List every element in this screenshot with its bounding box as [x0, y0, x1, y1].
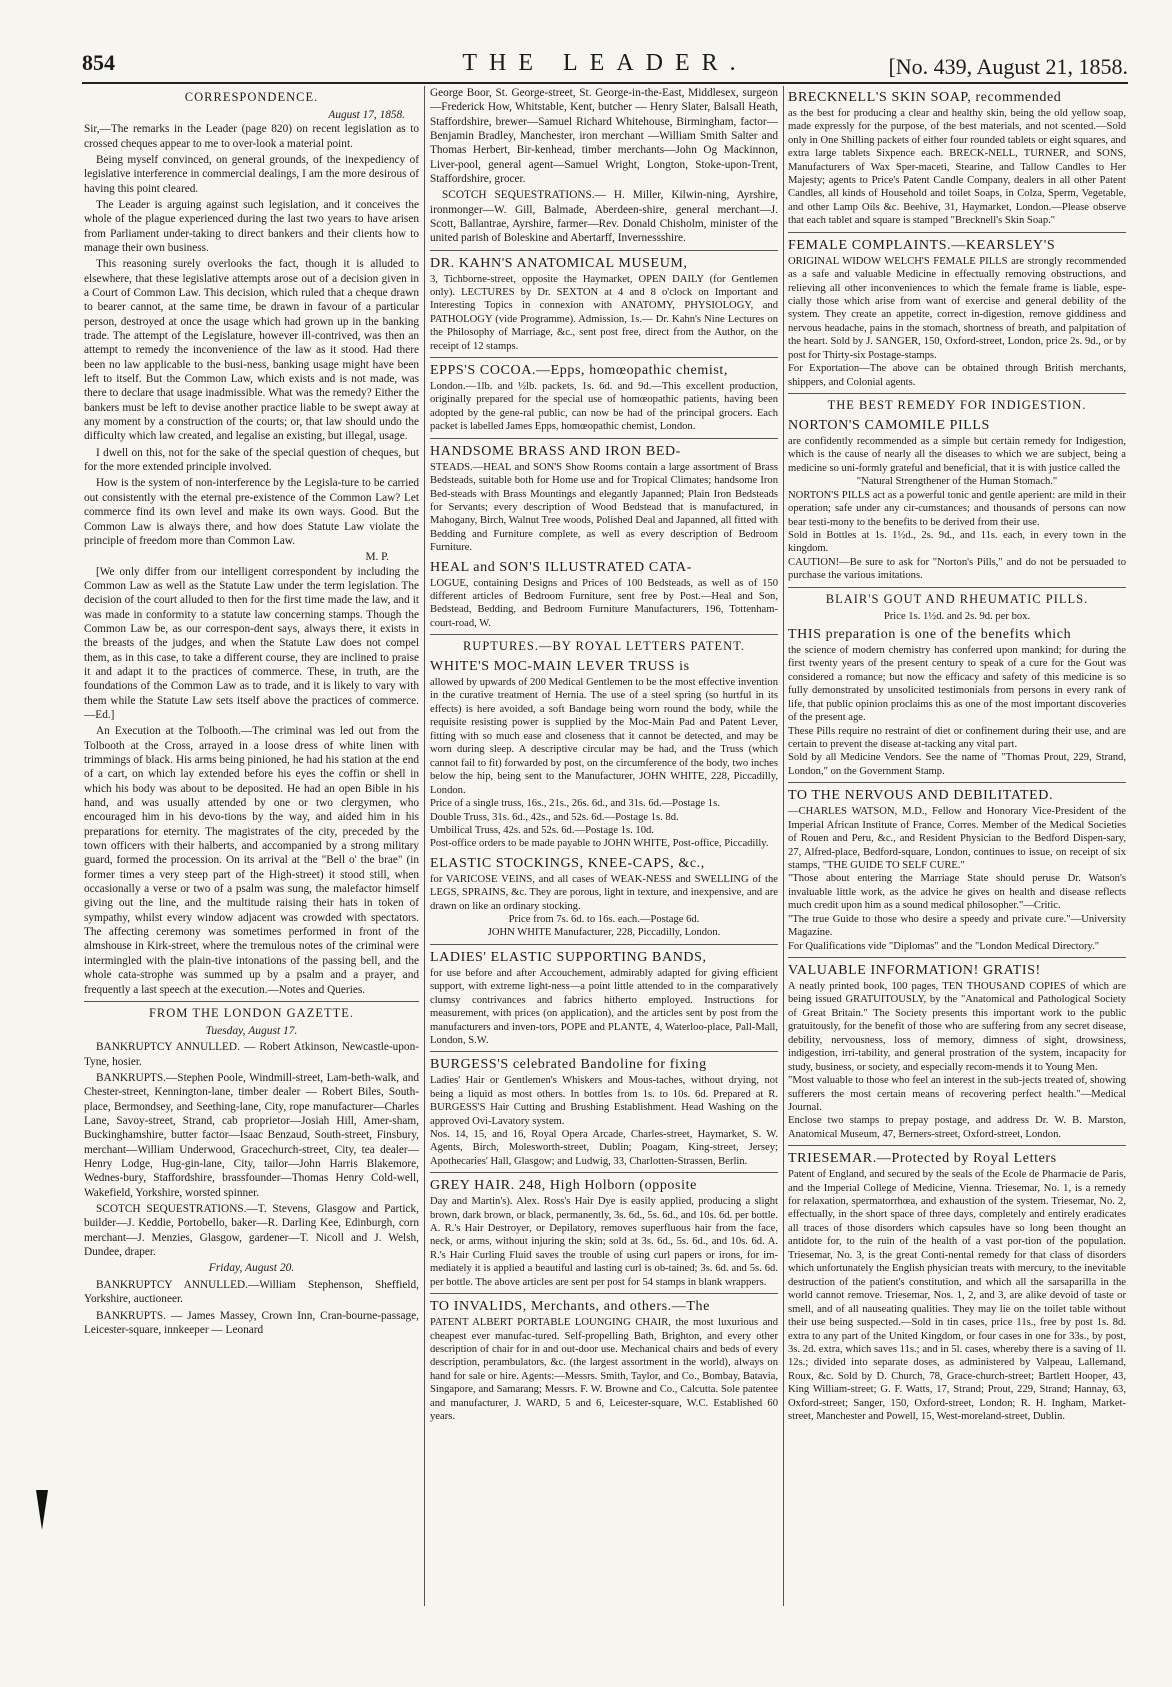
- advert-body: for VARICOSE VEINS, and all cases of WEAK-NESS and SWELLING of the LEGS, SPRAINS, &c. They are porous, light in texture, and inexpensive, and are drawn on like an ordinary stocking.: [430, 873, 778, 912]
- advert-title: TRIESEMAR.—Protected by Royal Letters: [788, 1151, 1057, 1167]
- section-rule: [430, 1051, 778, 1052]
- letter-paragraph: Being myself convinced, on general grounds, of the inexpediency of legislative interference in commercial dealings, I am the more desirous of having this point cleared.: [84, 153, 419, 195]
- advert-norton-pills: [788, 417, 1126, 583]
- advert-note: CAUTION!—Be sure to ask for "Norton's Pills," and do not be persuaded to purchase the various imitations.: [788, 556, 1126, 582]
- issue-date: [No. 439, August 21, 1858.: [888, 54, 1128, 79]
- column-1: [84, 86, 419, 1666]
- masthead-rule: [82, 82, 1128, 84]
- advert-body: These Pills require no restraint of diet or confinement during their use, and are certain to prevent the disease at-tacking any vital part.: [788, 725, 1126, 751]
- advert-body: Ladies' Hair or Gentlemen's Whiskers and Mous-taches, without drying, not being a liquid as most others. In bottles from 1s. to 10s. 6d. Prepared at R. BURGESS'S Hair Cutting and Brushing Establishment. Head Washing on the approved Ovi-Lavatory system.: [430, 1075, 778, 1127]
- section-rule: [84, 1001, 419, 1002]
- advert-body: LOGUE, containing Designs and Prices of 100 Bedsteads, as well as of 150 different articles of Bedroom Furniture, sent free by Post.—Heal and Son, Bedstead, Bedding, and Bedroom Furniture Manufacturers, 196, Tottenham-court-road, W.: [430, 577, 778, 629]
- letter-paragraph: Sir,—The remarks in the Leader (page 820) on recent legislation as to crossed cheques appear to me to over-look a material point.: [84, 123, 419, 150]
- advert-invalids-chair: [430, 1298, 778, 1423]
- advert-note: Sold in Bottles at 1s. 1½d., 2s. 9d., and 11s. each, in every town in the kingdom.: [788, 529, 1126, 555]
- price-line: Price 1s. 1½d. and 2s. 9d. per box.: [883, 610, 1031, 622]
- section-rule: [788, 782, 1126, 783]
- advert-body: PATENT ALBERT PORTABLE LOUNGING CHAIR, the most luxurious and cheapest ever manufac-tured. Self-propelling Bath, Brighton, and every other description of chair for in and out-door use. Mechanical chairs and beds of every description, perambulators, &c. (the largest assortment in the world), always on hand for sale or hire. Agents:—Messrs. Smith, Taylor, and Co., Bombay, Batavia, Singapore, and Samarang; Messrs. F. W. Browne and Co., Calcutta. Sole patentee and manufacturer, J. WARD, 5 and 6, Leicester-square, W.C. Established 60 years.: [430, 1317, 778, 1423]
- advert-female-pills: [788, 237, 1126, 389]
- masthead: [82, 48, 1128, 84]
- advert-quote: "Most valuable to those who feel an interest in the sub-jects treated of, showing sufferers the most certain means of recovering perfect health."—Medical Journal.: [788, 1075, 1126, 1113]
- advert-title: GREY HAIR. 248, High Holborn (opposite: [430, 1178, 697, 1194]
- advert-valuable-information: [788, 962, 1126, 1141]
- gazette-date: Tuesday, August 17.: [205, 1024, 298, 1037]
- address-line: Enclose two stamps to prepay postage, and address Dr. W. B. Marston, Anatomical Museum, 47, Berners-street, Oxford-street, London.: [788, 1115, 1126, 1140]
- advert-title: NORTON'S CAMOMILE PILLS: [788, 418, 990, 434]
- advert-title: HANDSOME BRASS AND IRON BED-: [430, 443, 681, 459]
- advert-title: ELASTIC STOCKINGS, KNEE-CAPS, &c.,: [430, 855, 705, 871]
- price-line: Price of a single truss, 16s., 21s., 26s. 6d., and 31s. 6d.—Postage 1s.: [430, 798, 720, 810]
- gazette-entry: SCOTCH SEQUESTRATIONS.—T. Stevens, Glasgow and Partick, builder—J. Keddie, Portobello, baker—R. Darling Kee, Edinburgh, corn merchant—J. Menzies, Glasgow, gardener—T. Nicoll and J. Welsh, Dundee, draper.: [84, 1203, 419, 1259]
- advert-elastic-stockings: [430, 855, 778, 940]
- letter-paragraph: This reasoning surely overlooks the fact, though it is alluded to elsewhere, that these legislative attempts arose out of a decision given in a Court of Common Law. This decision, which ruled that a cheque drawn to bearer cannot, at the same time, be drawn in favour of a particular person, destroyed at once the usage which had grown up in the banking trade. The attempt of the Legislature, however ill-contrived, was then an attempt to remedy the inconvenience of the law as it stood. Had there been no law applicable to the busi-ness, banking usage might have been left to itself. But the Common Law, which exists and is not made, was there to declare that usage inadmissible. What was the remedy? Either the bankers must be left to devise another practice liable to be swept away at any moment by a construction of the courts; or, that law should undo the difficulty which law created, and legalise an existing, but illegal, usage.: [84, 258, 419, 443]
- address-line: Nos. 14, 15, and 16, Royal Opera Arcade, Charles-street, Haymarket, S. W. Agents, Birch, Molesworth-street, Dublin; Poagam, King-street, Jersey; Apothecaries' Hall, Glasgow; and Ludwig, 33, Charlotten-Strassen, Berlin.: [430, 1128, 778, 1167]
- advert-brass-bedsteads: [430, 443, 778, 555]
- section-rule: [788, 393, 1126, 394]
- price-line: Umbilical Truss, 42s. and 52s. 6d.—Postage 1s. 10d.: [430, 824, 654, 836]
- advert-note: For Qualifications vide "Diplomas" and the "London Medical Directory.": [788, 940, 1100, 952]
- advert-title: WHITE'S MOC-MAIN LEVER TRUSS is: [430, 659, 690, 675]
- advert-body: for use before and after Accouchement, admirably adapted for giving efficient support, with extreme light-ness—a point little attended to in the comparatively clumsy contrivances and fabrics hitherto employed. Instructions for measurement, with prices (on application), and the articles sent by post from the manufacturers and inven-tors, POPE and PLANTE, 4, Waterloo-place, Pall-Mall, London, S.W.: [430, 967, 778, 1046]
- advert-title: VALUABLE INFORMATION! GRATIS!: [788, 963, 1041, 979]
- maker-line: JOHN WHITE Manufacturer, 228, Piccadilly, London.: [487, 927, 721, 939]
- advert-title: TO THE NERVOUS AND DEBILITATED.: [788, 788, 1054, 804]
- advert-body: STEADS.—HEAL and SON'S Show Rooms contain a large assortment of Brass Bedsteads, suitable both for Home use and for Tropical Climates; handsome Iron Bed-steads with Brass Mountings and elegantly Japanned; Plain Iron Bedsteads for Servants; every description of Wood Bedstead that is manufactured, in Mahogany, Birch, Walnut Tree woods, Polished Deal and Japanned, all fitted with Bedding and Furniture complete, as well as every description of Bedroom Furniture.: [430, 461, 778, 554]
- advert-title: TO INVALIDS, Merchants, and others.—The: [430, 1299, 710, 1315]
- advert-burgess-bandoline: [430, 1056, 778, 1168]
- page-number: 854: [82, 50, 115, 75]
- advert-body: London.—1lb. and ½lb. packets, 1s. 6d. and 9d.—This excellent production, originally prepared for the special use of homœopathic patients, having been adopted by the gene-ral public, can now be had of the principal grocers. Each packet is labelled James Epps, homœopathic chemist, London.: [430, 381, 778, 433]
- section-rule: [430, 438, 778, 439]
- section-rule: [788, 1145, 1126, 1146]
- column-3: [788, 86, 1126, 1666]
- advert-kahn-museum: [430, 255, 778, 353]
- advert-nervous-debilitated: [788, 787, 1126, 953]
- advert-body: Day and Martin's). Alex. Ross's Hair Dye is easily applied, producing a slight brown, dark brown, or black, permanently, 3s. 6d., 5s. 6d., and 10s. 6d. per bottle. A. R.'s Hair Destroyer, or Depilatory, removes superfluous hair from the face, neck, or arms, without injuring the skin; sold at 3s. 6d., 5s. 6d., and 10s. 6d. A. R.'s Hair Curling Fluid saves the trouble of using curl papers or irons, for im-mediately it is applied a beautiful and lasting curl is ob-tained; 3s. 6d. and 5s. 6d. per bottle. The above articles are sent per post for 54 stamps in blank wrappers.: [430, 1196, 778, 1288]
- section-rule: [788, 957, 1126, 958]
- advert-epps-cocoa: [430, 362, 778, 434]
- gazette-entry: George Boor, St. George-street, St. George-in-the-East, Middlesex, surgeon—Frederick How, Whitstable, Kent, butcher — Henry Slater, Balsall Heath, Staffordshire, brewer—Samuel Richard Whitehouse, Birmingham, factor—Benjamin Bradley, Manchester, iron merchant —William Smith Salter and Thomas Herbert, Bir-kenhead, timber merchants—John Og Mackinnon, Liver-pool, general agent—Samuel Wright, Longton, Stoke-upon-Trent, Staffordshire, grocer.: [430, 87, 778, 186]
- advert-title: BURGESS'S celebrated Bandoline for fixing: [430, 1057, 707, 1073]
- advert-body: ORIGINAL WIDOW WELCH'S FEMALE PILLS are strongly recommended as a safe and valuable Medicine in effectually removing obstructions, and relieving all other inconveniences to which the female frame is liable, espe-cially those which arise from want of exercise and general debility of the system. They create an appetite, correct in-digestion, remove giddiness and nervous headache, pains in the stomach, shortness of breath, and palpitation of the heart. Sold by J. SANGER, 150, Oxford-street, London, price 2s. 9d., or by post for Thirty-six Postage-stamps.: [788, 255, 1126, 361]
- editor-note: [We only differ from our intelligent correspondent by including the Common Law as well as the Statute Law under the term legislation. The decision of the court alluded to then for the first time made the law, and it was made in conformity to a statute law concerning stamps. Though the Common Law be, as our correspon-dent says, always there, it exists in the breasts of the judges, and when the Statute Law does not compel them, as in this case, to take a different course, they are inclined to praise it and adapt it to the practices of commerce. These, in truth, are the foundations of the Common Law as to trade, and it is likely to vary with them while the Statute Law sets itself above the practices of commerce.—Ed.]: [84, 565, 419, 721]
- price-line: Double Truss, 31s. 6d., 42s., and 52s. 6d.—Postage 1s. 8d.: [430, 811, 679, 823]
- advert-white-truss: [430, 658, 778, 851]
- dateline: August 17, 1858.: [328, 108, 405, 121]
- section-rule: [430, 944, 778, 945]
- column-divider: [424, 86, 425, 1606]
- advert-body: A neatly printed book, 100 pages, TEN THOUSAND COPIES of which are being issued GRATUITOUSLY, by the "Anatomical and Pathological Society of Great Britain." The Society presents this important work to the public gratuitously, for the benefit of those who are suffering from any secret disease, debility, nervousness, loss of memory, dimness of sight, drowsiness, indigestion, irri-tability, and general prostration of the system, incapacity for study, business, or society, and especially recom-mends it to Young Men.: [788, 980, 1126, 1073]
- section-heading-indigestion: THE BEST REMEDY FOR INDIGESTION.: [827, 398, 1087, 413]
- advert-title: DR. KAHN'S ANATOMICAL MUSEUM,: [430, 255, 688, 271]
- letter-paragraph: How is the system of non-interference by the Legisla-ture to be carried out consistently with the eternal pre-existence of the Common Law? Let commerce find its own level and make its own ways. Good. But the Common Law is always there, and how does Statute Law violate the principle of freedom more than Common Law.: [84, 477, 419, 547]
- advert-title: LADIES' ELASTIC SUPPORTING BANDS,: [430, 949, 707, 965]
- advert-title: HEAL and SON'S ILLUSTRATED CATA-: [430, 559, 692, 575]
- gazette-entry: BANKRUPTS. — James Massey, Crown Inn, Cran-bourne-passage, Leicester-square, innkeeper — Leonard: [84, 1309, 419, 1337]
- advert-title: EPPS'S COCOA.—Epps, homœopathic chemist,: [430, 363, 728, 379]
- column-2: [430, 86, 778, 1666]
- advert-body: Patent of England, and secured by the seals of the Ecole de Pharmacie de Paris, and the Imperial College of Medicine, Vienna. Triesemar, No. 1, is a remedy for relaxation, spermatorrhœa, and exhaustion of the system. Triesemar, No. 2, effectually, in the short space of three days, completely and entirely eradicates all traces of those disorders which capsules have so long been thought an antidote for, to the ruin of the health of a vast por-tion of the population. Triesemar, No. 3, is the great Conti-nental remedy for that class of disorders which unfortunately the English physician treats with mercury, to the inevitable destruction of the patient's constitution, and which all the sarsaparilla in the world cannot remove. Triesemar, Nos. 1, 2, and 3, are alike devoid of taste or smell, and of all nauseating qualities. They may lie on the toilet table without their use being suspected.—Sold in tin cases, price 11s., free by post 1s. 8d. extra to any part of the United Kingdom, or four cases in one for 33s., by post, 3s. 2d. extra, which saves 11s.; and in 5l. cases, whereby there is a saving of 1l. 12s.; divided into separate doses, as administered by Valpeau, Lallemand, Roux, &c. Sold by D. Church, 78, Grace-church-street; Bartlett Hooper, 43, King William-street; G. F. Watts, 17, Strand; Prout, 229, Strand; Hannay, 63, Oxford-street; Sanger, 150, Oxford-street, London; R. H. Ingham, Market-street, Manchester and Powell, 15, West-moreland-street, Dublin.: [788, 1169, 1126, 1423]
- price-line: Post-office orders to be made payable to JOHN WHITE, Post-office, Piccadilly.: [430, 838, 769, 850]
- article-execution: An Execution at the Tolbooth.—The criminal was led out from the Tolbooth at the Cross, arrayed in a loose dress of white linen with trimmings of black. His arms being pinioned, he had his station at the end of a cart, on which lay extended before his eyes the coffin or shell in which his body was about to be deposited. He had an open Bible in his hand, and was usually attended by one or two clergymen, who encouraged him in his devo-tions by the way, and aided him in his preparations for eternity. The magistrates of the city, preceded by the town officers with their halberts, and accompanied by a strong military guard, formed the procession. On its arrival at the "Bell o' the brae" (in former times a very steep part of the High-street) it stood still, when occasionally a verse or two of a psalm was sung, the malefactor himself giving out the line, and the multitude raising their hats in token of sympathy, whilst every window adjacent was crowded with spectators. The affecting ceremony was sometimes performed in front of the almshouse in Kirk-street, where the tremulous notes of the criminal were intermingled with the plain-tive intonations of the passing bell, and the whole cata-strophe was summed up by a psalm and a prayer, and frequently a last speech at the execution.—Notes and Queries.: [84, 725, 419, 996]
- gazette-entry: SCOTCH SEQUESTRATIONS.— H. Miller, Kilwin-ning, Ayrshire, ironmonger—W. Gill, Balmade, Aberdeen-shire, general merchant—J. Scott, Ballantrae, Ayrshire, farmer—Rev. Donald Chisholm, minister of the united parish of Boleskine and Abertarff, Invernessshire.: [430, 189, 778, 245]
- letter-paragraph: The Leader is arguing against such legislation, and it conceives the whole of the plague experienced during the last two years to have arisen from Parliament under-taking to direct bankers and their clients how to manage their own business.: [84, 198, 419, 254]
- advert-title: BRECKNELL'S SKIN SOAP, recommended: [788, 90, 1062, 105]
- advert-triesemar: [788, 1150, 1126, 1423]
- margin-mark: [36, 1490, 48, 1530]
- column-divider: [783, 86, 784, 1606]
- advert-title: THIS preparation is one of the benefits which: [788, 627, 1072, 643]
- section-heading-ruptures: RUPTURES.—BY ROYAL LETTERS PATENT.: [462, 639, 746, 654]
- advert-body: the science of modern chemistry has conferred upon mankind; for during the first twenty years of the present century to speak of a cure for the Gout was considered a romance; but now the efficacy and safety of this medicine is so fully demonstrated by unsolicited testimonials from persons in every rank of life, that public opinion proclaims this as one of the most important discoveries of the present age.: [788, 644, 1126, 724]
- advert-title: FEMALE COMPLAINTS.—KEARSLEY'S: [788, 237, 1056, 253]
- section-rule: [430, 1172, 778, 1173]
- section-heading-correspondence: CORRESPONDENCE.: [184, 90, 319, 104]
- section-heading-gazette: FROM THE LONDON GAZETTE.: [148, 1005, 354, 1020]
- advert-blair-pills: [788, 626, 1126, 778]
- section-rule: [788, 232, 1126, 233]
- advert-quote: "The true Guide to those who desire a speedy and private cure."—University Magazine.: [788, 913, 1126, 939]
- advert-body: NORTON'S PILLS act as a powerful tonic and gentle aperient: are mild in their operation; safe under any cir-cumstances; and thousands of persons can now bear testi-mony to the benefits to be derived from their use.: [788, 489, 1126, 528]
- advert-note: Sold by all Medicine Vendors. See the name of "Thomas Prout, 229, Strand, London," on the Government Stamp.: [788, 752, 1126, 777]
- advert-quote: "Those about entering the Marriage State should peruse Dr. Watson's invaluable little work, as the advice he gives on health and disease reflects much credit upon him as a sound medical philosopher."—Critic.: [788, 873, 1126, 912]
- advert-body: —CHARLES WATSON, M.D., Fellow and Honorary Vice-President of the Imperial African Institute of France, Corres. Member of the Medical Societies of Rouen and Peru, &c., and Resident Physician to the Bedford Dispen-sary, 27, Alfred-place, Bedford-square, London, continues to issue, on receipt of six stamps, "THE GUIDE TO SELF CURE.": [788, 806, 1126, 871]
- advert-grey-hair: [430, 1177, 778, 1289]
- advert-body: 3, Tichborne-street, opposite the Haymarket, OPEN DAILY (for Gentlemen only). LECTURES by Dr. SEXTON at 4 and 8 o'clock on Important and Interesting Topics in connexion with ANATOMY, PHYSIOLOGY, and PATHOLOGY (vide Programme). Admission, 1s.— Dr. Kahn's Nine Lectures on the Philosophy of Marriage, &c., sent post free, direct from the Author, on the receipt of 12 stamps.: [430, 273, 778, 352]
- gazette-entry: BANKRUPTCY ANNULLED. — Robert Atkinson, Newcastle-upon-Tyne, hosier.: [84, 1041, 419, 1068]
- gazette-date: Friday, August 20.: [208, 1262, 295, 1275]
- gazette-entry: BANKRUPTCY ANNULLED.—William Stephenson, Sheffield, Yorkshire, auctioneer.: [84, 1279, 419, 1306]
- price-line: Price from 7s. 6d. to 16s. each.—Postage 6d.: [508, 914, 700, 926]
- advert-note: For Exportation—The above can be obtained through British merchants, shippers, and Colonial agents.: [788, 363, 1126, 388]
- advert-quote: "Natural Strengthener of the Human Stomach.": [856, 476, 1058, 488]
- advert-body: allowed by upwards of 200 Medical Gentlemen to be the most effective invention in the curative treatment of Hernia. The use of a steel spring (so hurtful in its effects) is here avoided, a soft Bandage being worn round the body, while the requisite resisting power is supplied by the Moc-Main Pad and Patent Lever, fitting with so much ease and closeness that it cannot be detected, and may be worn during sleep. A descriptive circular may be had, and the Truss (which cannot fail to fit) forwarded by post, on the circumference of the body, two inches below the hip, being sent to the Manufacturer, JOHN WHITE, 228, Piccadilly, London.: [430, 677, 778, 796]
- section-heading-blair: BLAIR'S GOUT AND RHEUMATIC PILLS.: [825, 591, 1089, 606]
- gazette-entry: BANKRUPTS.—Stephen Poole, Windmill-street, Lam-beth-walk, and Chester-street, Kennington-lane, timber dealer — Robert Biles, South-place, Bermondsey, and Seething-lane, City, rope manufacturer—Charles Lane, Savoy-street, Strand, cab proprietor—Josiah Hill, Amer-sham, Buckinghamshire, butter factor—Isaac Benzaud, South-street, Finsbury, merchant—William Underwood, Gracechurch-street, City, tea dealer—Henry Lodge, Hug-gin-lane, City, tailor—John Harris Blakemore, Wednes-bury, Staffordshire, brassfounder—Thomas Henry Cold-well, Wakefield, Yorkshire, worsted spinner.: [84, 1072, 419, 1199]
- advert-ladies-bands: [430, 949, 778, 1047]
- section-rule: [430, 1293, 778, 1294]
- letter-signature: M. P.: [365, 551, 389, 564]
- advert-heal-catalogue: [430, 559, 778, 631]
- section-rule: [430, 250, 778, 251]
- advert-brecknell-soap: [788, 89, 1126, 228]
- section-rule: [788, 587, 1126, 588]
- advert-body: as the best for producing a clear and healthy skin, being the old yellow soap, made expressly for the purpose, of the best materials, and not scented.—Sold only in One Shilling packets of either four rounded tablets or eight squares, and extra large tablets Sixpence each. BRECK-NELL, TURNER, and SONS, Manufacturers of Wax Sper-maceti, Stearine, and Tallow Candles to Her Majesty; agents to Price's Patent Candle Company, dealers in all other Patent Candles, all kinds of Household and toilet Soaps, in Colza, Sperm, Vegetable, and other Lamp Oils &c. Beehive, 31, Haymarket, London.—Please observe that each tablet and square is stamped "Brecknell's Skin Soap.": [788, 107, 1126, 227]
- advert-body: are confidently recommended as a simple but certain remedy for Indigestion, which is the cause of nearly all the diseases to which we are subject, being a medicine so uni-formly grateful and beneficial, that it is with justice called the: [788, 435, 1126, 474]
- newspaper-title: THE LEADER.: [462, 50, 748, 76]
- section-rule: [430, 634, 778, 635]
- section-rule: [430, 357, 778, 358]
- letter-paragraph: I dwell on this, not for the sake of the special question of cheques, but for the more extended principle involved.: [84, 446, 419, 474]
